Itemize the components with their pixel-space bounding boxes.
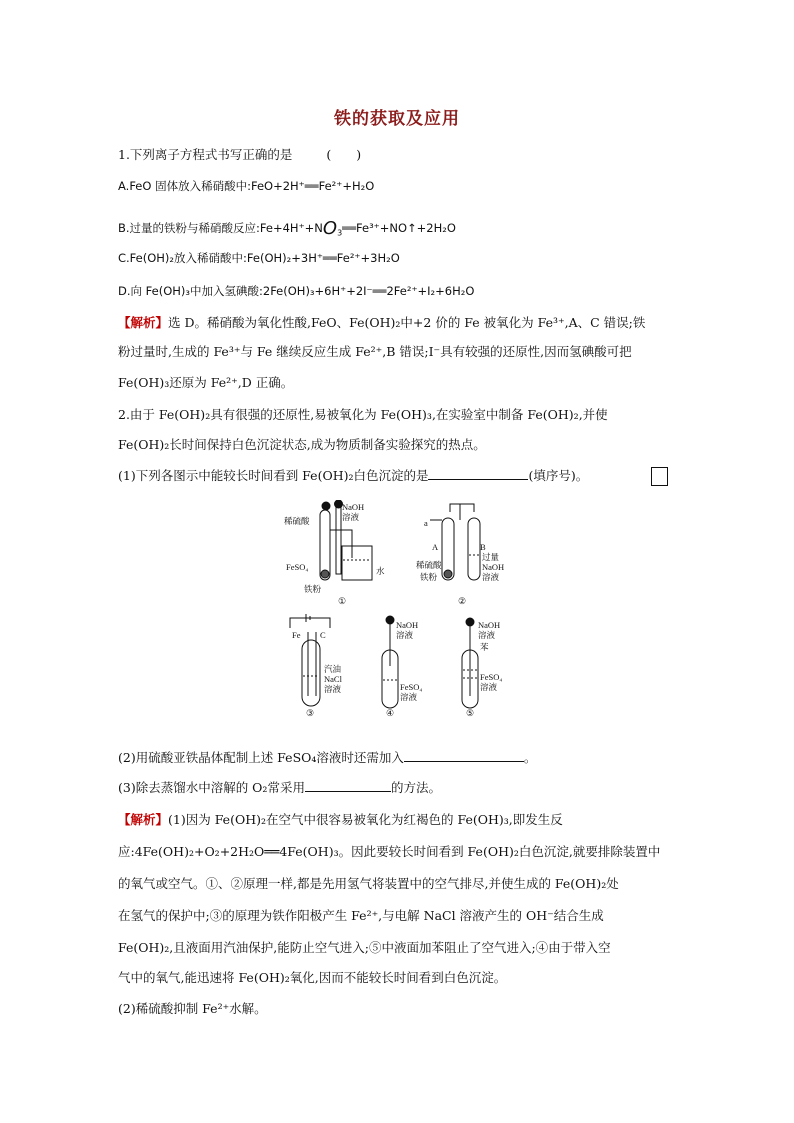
fig5-label-solution: 溶液 (478, 630, 496, 640)
fig3-number: ③ (306, 708, 315, 718)
fig1-label-solution: 溶液 (342, 512, 360, 522)
answer-blank-1[interactable] (428, 467, 528, 480)
q2-analysis-line4: 在氢气的保护中;③的原理为铁作阳极产生 Fe²⁺,与电解 NaCl 溶液产生的 OH⁻结合生成 (118, 908, 604, 923)
fig3-label-oil: 汽油 (324, 664, 342, 674)
q2-analysis-line1: 【解析】(1)因为 Fe(OH)₂在空气中很容易被氧化为红褐色的 Fe(OH)₃,即发生反 (118, 812, 563, 827)
answer-blank-2[interactable] (404, 749, 524, 762)
q2-analysis-line2: 应:4Fe(OH)₂+O₂+2H₂O══4Fe(OH)₃。因此要较长时间看到 Fe(OH)₂白色沉淀,就要排除装置中 (118, 844, 661, 859)
fig3-label-c: C (320, 630, 326, 640)
answer-checkbox[interactable] (651, 467, 668, 486)
fig5-number: ⑤ (466, 708, 475, 718)
q1-stem: 1.下列离子方程式书写正确的是 ( ) (118, 147, 362, 162)
q1-option-d: D.向 Fe(OH)₃中加入氢碘酸:2Fe(OH)₃+6H⁺+2I⁻══2Fe²⁺+I₂+6H₂O (118, 284, 475, 298)
q2-analysis-line3: 的氧气或空气。①、②原理一样,都是先用氢气将装置中的空气排尽,并使生成的 Fe(OH)₂处 (118, 876, 619, 891)
fig2-label-solution: 溶液 (482, 572, 500, 582)
fig1-label-feso4: FeSO₄ (286, 562, 309, 572)
fig3-label-solution: 溶液 (324, 684, 342, 694)
apparatus-figure (280, 500, 520, 720)
q2-sub1: (1)下列各图示中能较长时间看到 Fe(OH)₂白色沉淀的是 (填序号)。 (118, 468, 589, 483)
fig2-label-B: B (480, 542, 486, 552)
analysis-tag: 【解析】 (118, 812, 169, 827)
fig2-label-excess: 过量 (482, 552, 500, 562)
analysis-tag: 【解析】 (118, 315, 169, 330)
fig2-label-acid: 稀硫酸 (416, 560, 442, 570)
q2-sub3: (3)除去蒸馏水中溶解的 O₂常采用 的方法。 (118, 780, 441, 795)
fig1-label-acid: 稀硫酸 (284, 516, 310, 526)
q2-analysis-line5: Fe(OH)₂,且液面用汽油保护,能防止空气进入;⑤中液面加苯阻止了空气进入;④由于带入空 (118, 940, 611, 955)
q1-analysis-line1: 【解析】选 D。稀硝酸为氧化性酸,FeO、Fe(OH)₂中+2 价的 Fe 被氧化为 Fe³⁺,A、C 错误;铁 (118, 315, 646, 330)
fig3-label-nacl: NaCl (324, 674, 342, 684)
fig5-label-naoh: NaOH (478, 620, 501, 630)
fig1-number: ① (338, 596, 347, 606)
fig5-label-feso4: FeSO₄ (480, 672, 503, 682)
answer-blank-3[interactable] (305, 779, 391, 792)
q1-option-b: B.过量的铁粉与稀硝酸反应$:Fe+4H^++NO_3══Fe^{3+}+NO↑+2H_2O$ (118, 218, 456, 239)
fig4-label-feso4: FeSO₄ (400, 682, 423, 692)
fig4-label-naoh: NaOH (396, 620, 419, 630)
q2-stem-line1: 2.由于 Fe(OH)₂具有很强的还原性,易被氧化为 Fe(OH)₃,在实验室中制备 Fe(OH)₂,并使 (118, 407, 608, 422)
q1-option-c: C.Fe(OH)₂放入稀硝酸中:Fe(OH)₂+3H⁺══Fe²⁺+3H₂O (118, 251, 400, 265)
fig4-label-solution2: 溶液 (400, 692, 418, 702)
fig5-label-solution2: 溶液 (480, 682, 498, 692)
q2-sub2: (2)用硫酸亚铁晶体配制上述 FeSO₄溶液时还需加入 。 (118, 750, 537, 765)
fig5-label-benzene: 苯 (480, 642, 489, 652)
apparatus-5 (462, 618, 478, 708)
fig4-number: ④ (386, 708, 395, 718)
fig2-label-naoh: NaOH (482, 562, 505, 572)
fig2-label-a: a (424, 518, 428, 528)
q2-analysis-line6: 气中的氧气,能迅速将 Fe(OH)₂氧化,因而不能较长时间看到白色沉淀。 (118, 970, 507, 985)
fig4-label-solution: 溶液 (396, 630, 414, 640)
fig2-number: ② (458, 596, 467, 606)
fig1-label-water: 水 (376, 566, 385, 576)
fig1-label-naoh: NaOH (342, 502, 365, 512)
fig1-label-iron: 铁粉 (304, 584, 322, 594)
fig3-label-fe: Fe (292, 630, 301, 640)
q1-option-a: A.FeO 固体放入稀硝酸中:FeO+2H⁺══Fe²⁺+H₂O (118, 179, 375, 193)
q2-stem-line2: Fe(OH)₂长时间保持白色沉淀状态,成为物质制备实验探究的热点。 (118, 437, 486, 452)
fig2-label-iron: 铁粉 (420, 572, 438, 582)
fig2-label-A: A (432, 542, 439, 552)
q1-analysis-line3: Fe(OH)₃还原为 Fe²⁺,D 正确。 (118, 375, 294, 390)
q1-analysis-line2: 粉过量时,生成的 Fe³⁺与 Fe 继续反应生成 Fe²⁺,B 错误;I⁻具有较强的还原性,因而氢碘酸可把 (118, 344, 632, 359)
q2-answer-2: (2)稀硫酸抑制 Fe²⁺水解。 (118, 1001, 267, 1016)
page-title: 铁的获取及应用 (334, 109, 460, 129)
